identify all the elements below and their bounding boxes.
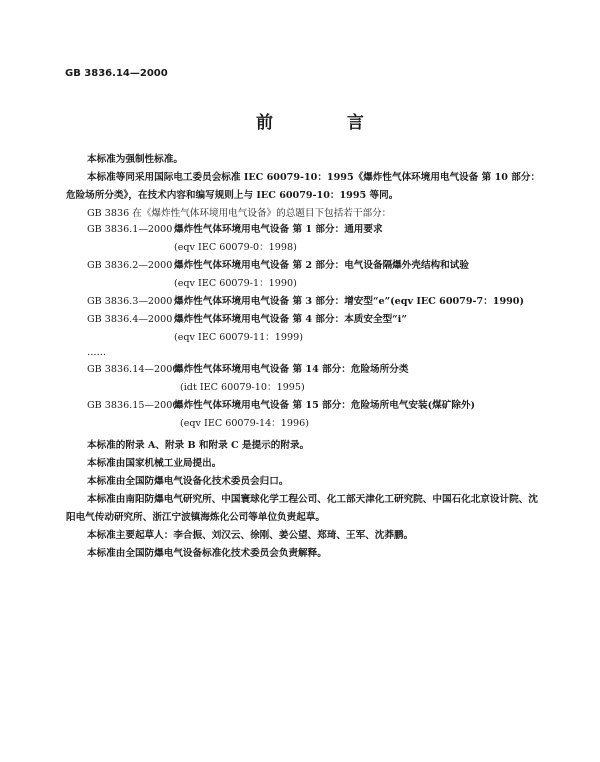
page-title: 前 言 — [256, 113, 398, 133]
part-code: GB 3836.14—2000 — [87, 364, 179, 375]
header-standard-number: GB 3836.14—2000 — [65, 68, 168, 79]
paragraph-adoption: 本标准等同采用国际电工委员会标准 IEC 60079-10：1995《爆炸性气体环境用电气设备 第 10 部分：危险场所分类》，在技术内容和编写规则上与 IEC 60079-10：1995 等同。 — [66, 172, 541, 201]
paragraph-series-intro: GB 3836 在《爆炸性气体环境用电气设备》的总题目下包括若干部分： — [87, 208, 392, 219]
part-title: 爆炸性气体环境用电气设备 第 3 部分：增安型“e”(eqv IEC 60079-7：1990) — [174, 296, 525, 307]
part-title: 爆炸性气体环境用电气设备 第 15 部分：危险场所电气安装(煤矿除外) — [174, 400, 476, 411]
part-ref: (idt IEC 60079-10：1995) — [180, 382, 305, 393]
part-ref: (eqv IEC 60079-14：1996) — [180, 418, 309, 429]
part-ref: (eqv IEC 60079-1：1990) — [174, 278, 297, 289]
part-title: 爆炸性气体环境用电气设备 第 2 部分：电气设备隔爆外壳结构和试验 — [174, 260, 469, 271]
part-code: GB 3836.3—2000 — [87, 296, 173, 307]
list-item — [87, 365, 408, 375]
part-ref: (eqv IEC 60079-0：1998) — [174, 242, 297, 253]
paragraph-proposer: 本标准由国家机械工业局提出。 — [87, 458, 222, 469]
list-item — [87, 401, 475, 411]
list-item — [87, 315, 407, 325]
part-title: 爆炸性气体环境用电气设备 第 14 部分：危险场所分类 — [174, 364, 409, 375]
paragraph-mandatory: 本标准为强制性标准。 — [87, 154, 183, 165]
part-title: 爆炸性气体环境用电气设备 第 4 部分：本质安全型“i” — [174, 314, 407, 325]
list-item — [87, 225, 383, 235]
part-code: GB 3836.2—2000 — [87, 260, 173, 271]
part-ref: (eqv IEC 60079-11：1999) — [174, 332, 303, 343]
list-item — [87, 297, 524, 307]
list-item — [87, 261, 469, 271]
ellipsis: …… — [87, 347, 107, 358]
paragraph-jurisdiction: 本标准由全国防爆电气设备化技术委员会归口。 — [87, 476, 289, 487]
part-code: GB 3836.4—2000 — [87, 314, 173, 325]
part-title: 爆炸性气体环境用电气设备 第 1 部分：通用要求 — [174, 224, 383, 235]
part-code: GB 3836.15—2000 — [87, 400, 179, 411]
paragraph-drafting-units: 本标准由南阳防爆电气研究所、中国寰球化学工程公司、化工部天津化工研究院、中国石化北京设计院、沈阳电气传动研究所、浙江宁波镇海炼化公司等单位负责起草。 — [66, 494, 538, 523]
part-code: GB 3836.1—2000 — [87, 224, 173, 235]
paragraph-drafters: 本标准主要起草人：李合振、刘汉云、徐刚、姜公望、郑琦、王军、沈莽鹏。 — [87, 530, 414, 541]
paragraph-interpretation: 本标准由全国防爆电气设备标准化技术委员会负责解释。 — [87, 548, 327, 559]
paragraph-appendix: 本标准的附录 A、附录 B 和附录 C 是提示的附录。 — [87, 440, 310, 451]
